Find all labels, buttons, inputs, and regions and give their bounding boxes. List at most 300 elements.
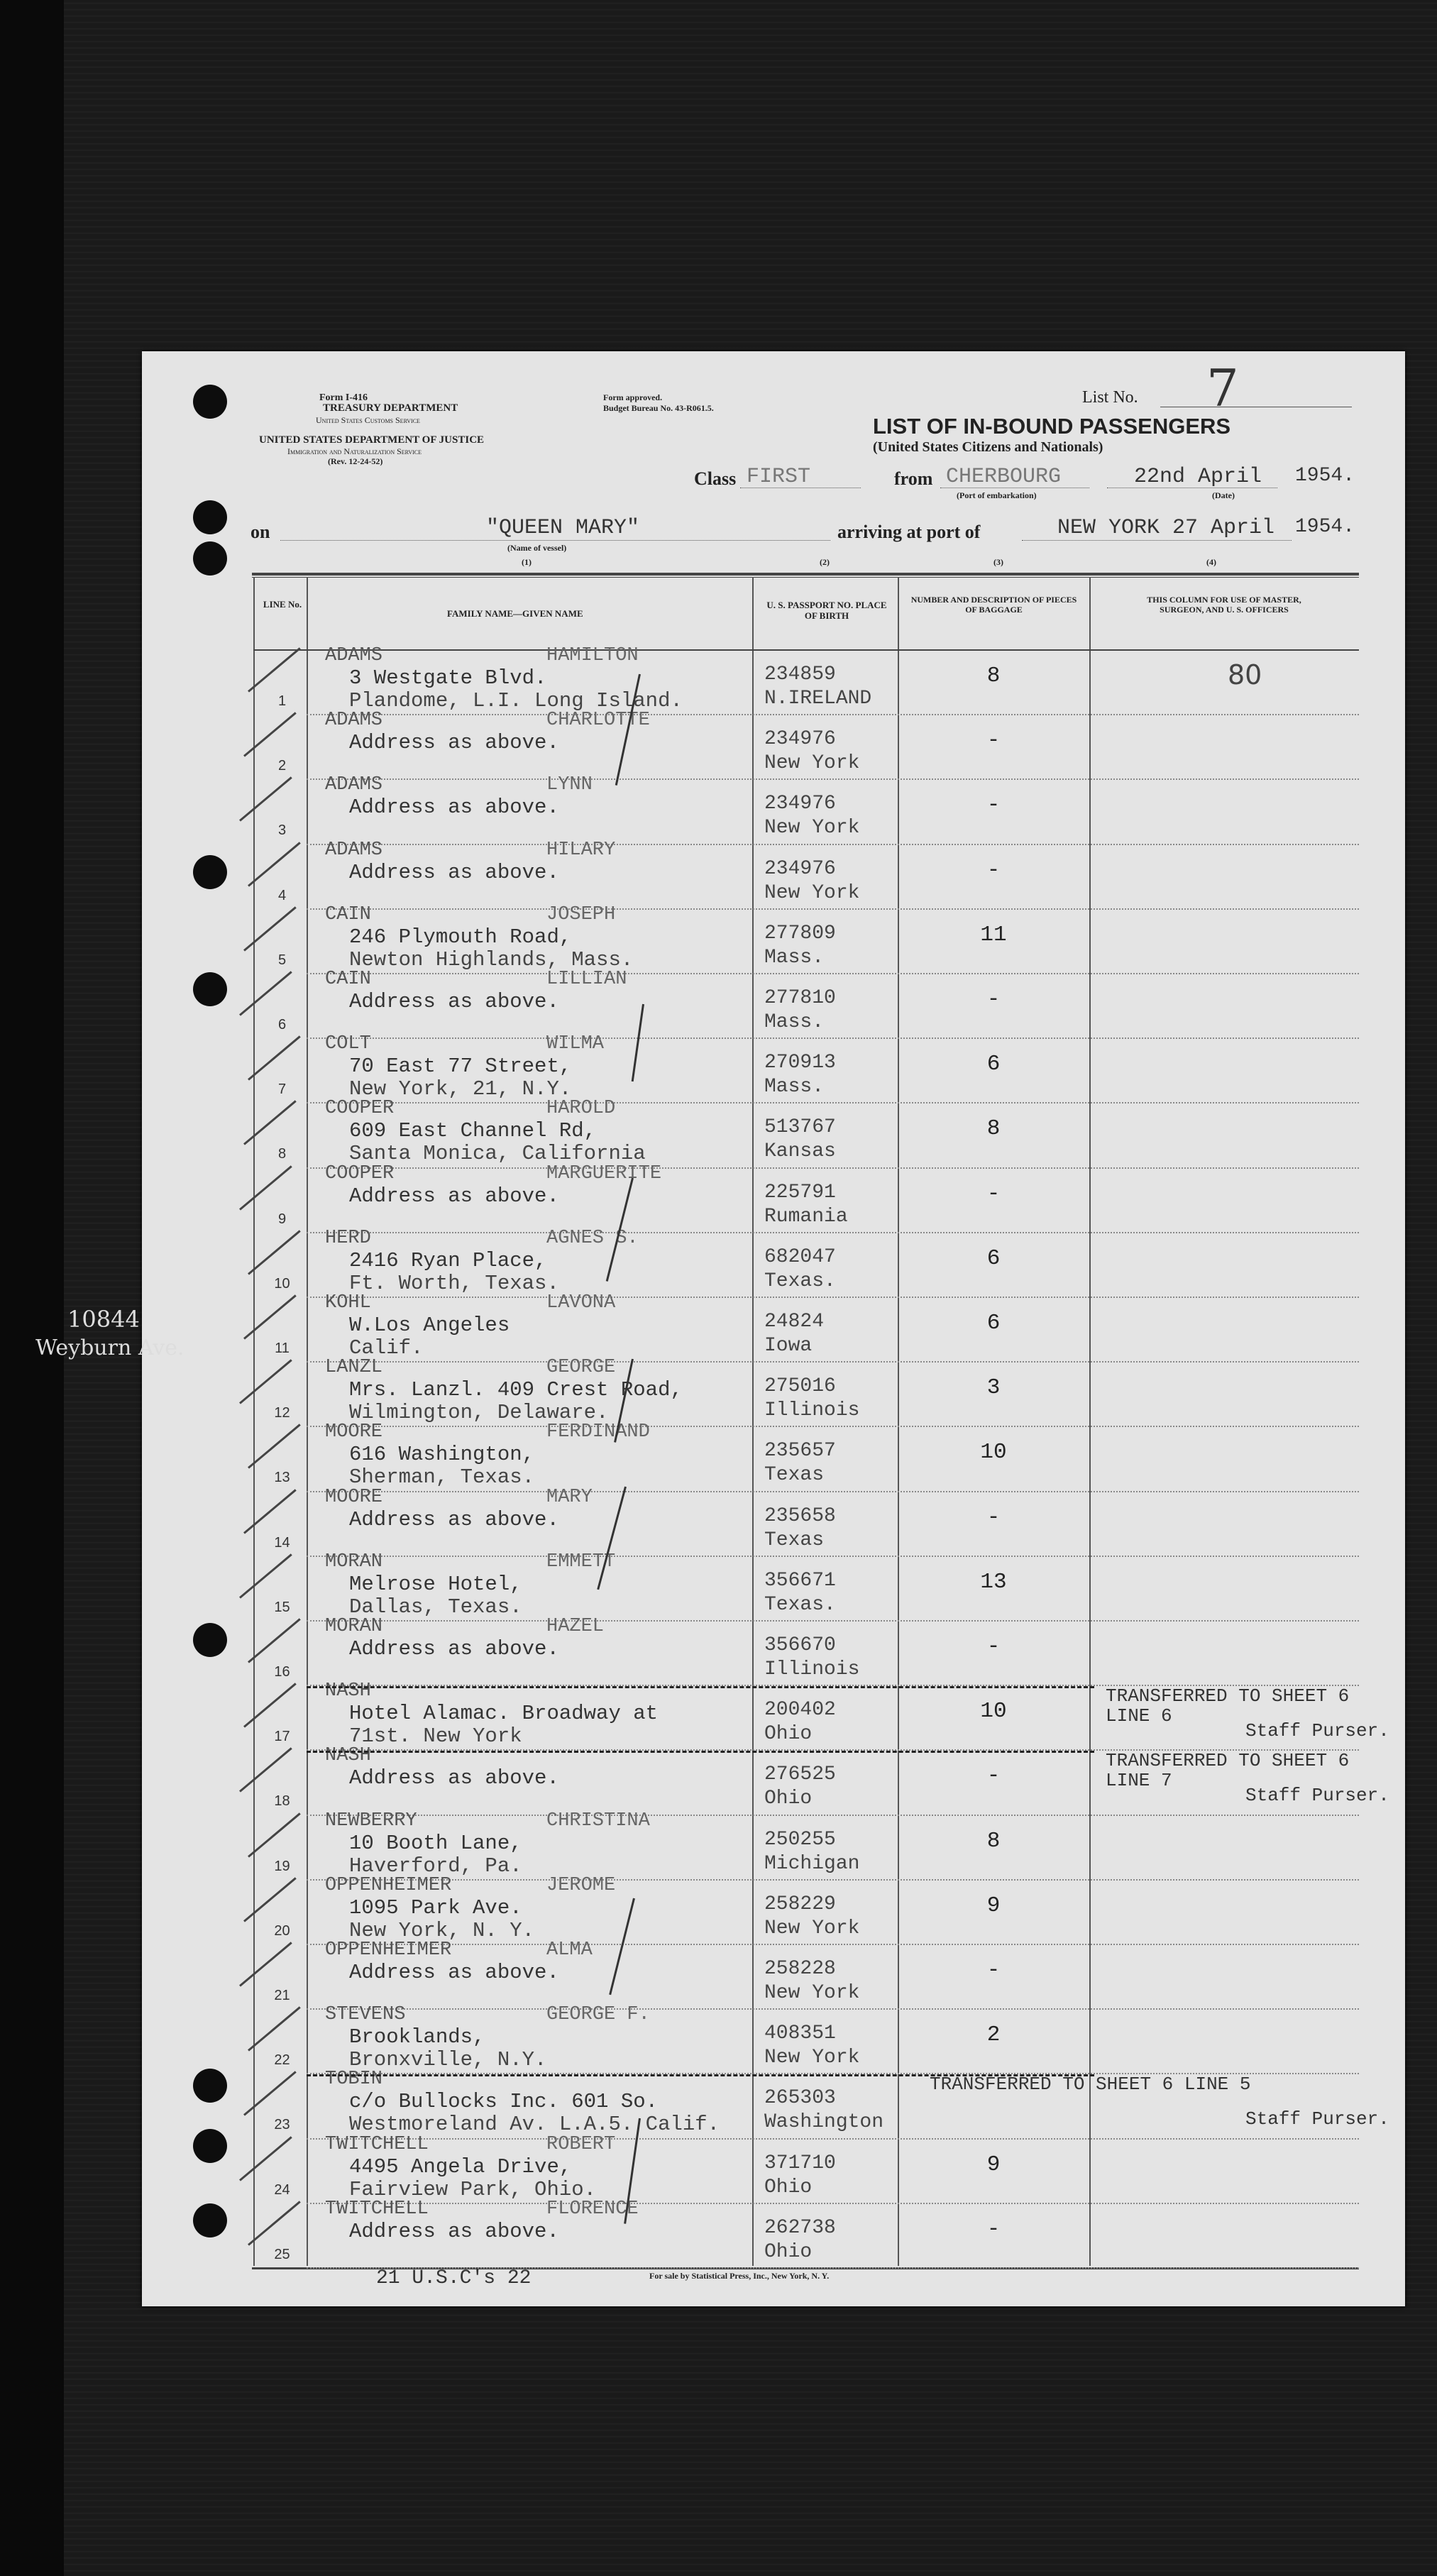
row-line-number: 24 — [274, 2181, 290, 2198]
header-passport: U. S. PASSPORT NO. PLACE OF BIRTH — [766, 600, 887, 621]
address-line-1: 1095 Park Ave. — [349, 1895, 522, 1920]
header-line-no: LINE No. — [263, 599, 302, 610]
check-mark — [239, 777, 292, 822]
passport-number: 235658 — [764, 1504, 836, 1527]
place-of-birth: Kansas — [764, 1140, 836, 1163]
side-note-street: Weyburn Ave. — [35, 1336, 185, 1360]
family-name: LANZL — [325, 1357, 383, 1379]
place-of-birth: Texas. — [764, 1593, 836, 1616]
passport-number: 275016 — [764, 1375, 836, 1398]
treasury-dept: TREASURY DEPARTMENT — [323, 402, 458, 414]
family-name: OPPENHEIMER — [325, 1939, 452, 1961]
row-separator — [307, 778, 1359, 780]
row-separator — [307, 1037, 1359, 1039]
family-name: ADAMS — [325, 774, 383, 796]
row-separator — [307, 1815, 1359, 1816]
passport-number: 371710 — [764, 2152, 836, 2174]
col-num-1: (1) — [522, 557, 532, 567]
check-mark — [239, 1165, 292, 1210]
address-line-1: Address as above. — [349, 796, 559, 820]
address-line-1: Address as above. — [349, 1507, 559, 1531]
row-line-number: 22 — [274, 2052, 290, 2069]
row-separator — [307, 1620, 1359, 1622]
row-separator — [307, 1426, 1359, 1427]
form-title: LIST OF IN-BOUND PASSENGERS — [873, 414, 1231, 439]
address-line-1: 4495 Angela Drive, — [349, 2154, 572, 2179]
year-1: 1954. — [1295, 465, 1355, 487]
header-bottom-rule — [253, 649, 1359, 651]
check-mark — [248, 2006, 301, 2051]
family-name: CAIN — [325, 903, 371, 925]
row-separator — [307, 1167, 1359, 1169]
place-of-birth: Mass. — [764, 946, 825, 969]
address-line-2: Ft. Worth, Texas. — [349, 1271, 559, 1295]
from-value: CHERBOURG — [946, 465, 1062, 489]
row-separator — [307, 1361, 1359, 1363]
address-line-1: Address as above. — [349, 860, 559, 884]
check-mark — [239, 1553, 292, 1598]
punch-hole — [193, 972, 227, 1006]
class-label: Class — [694, 468, 737, 489]
address-line-2: Wilmington, Delaware. — [349, 1401, 609, 1425]
given-name: EMMETT — [546, 1551, 616, 1573]
officer-remark: TRANSFERRED TO SHEET 6 LINE 7 — [1106, 1750, 1350, 1792]
address-line-2: Santa Monica, California — [349, 1142, 646, 1166]
given-name: ALMA — [546, 1939, 593, 1961]
row-line-number: 17 — [274, 1729, 290, 1745]
cancel-line — [307, 1686, 1094, 1688]
row-line-number: 8 — [277, 1146, 287, 1162]
row-line-number: 16 — [274, 1664, 290, 1680]
address-line-1: 609 East Channel Rd, — [349, 1119, 597, 1143]
given-name: HAROLD — [546, 1098, 616, 1120]
side-note-number: 10844 — [67, 1306, 140, 1333]
place-of-birth: Ohio — [764, 2240, 813, 2263]
family-name: CAIN — [325, 969, 371, 990]
place-of-birth: Washington — [764, 2111, 884, 2134]
baggage-count: 8 — [986, 664, 1001, 688]
address-line-1: W.Los Angeles — [349, 1314, 510, 1337]
address-line-2: Bronxville, N.Y. — [349, 2048, 547, 2072]
row-separator — [307, 1491, 1359, 1492]
passport-number: 277810 — [764, 987, 836, 1009]
place-of-birth: Ohio — [764, 1788, 813, 1810]
family-name: NEWBERRY — [325, 1810, 417, 1832]
baggage-count: 13 — [980, 1569, 1007, 1595]
justice-dept: UNITED STATES DEPARTMENT OF JUSTICE — [259, 434, 485, 446]
baggage-count: - — [986, 728, 1001, 754]
form-number: Form I-416 — [319, 392, 368, 403]
address-line-2: Newton Highlands, Mass. — [349, 947, 634, 971]
col-border-left — [253, 577, 255, 2266]
family-name: TOBIN — [325, 2069, 383, 2091]
given-name: WILMA — [546, 1033, 605, 1055]
family-name: COOPER — [325, 1098, 395, 1120]
given-name: FERDINAND — [546, 1421, 650, 1443]
address-line-1: Hotel Alamac. Broadway at — [349, 1702, 659, 1726]
baggage-count: 6 — [986, 1245, 1001, 1271]
given-name: LILLIAN — [546, 969, 627, 990]
check-mark — [248, 1812, 301, 1857]
address-line-2: Westmoreland Av. L.A.5. Calif. — [349, 2113, 720, 2137]
row-line-number: 1 — [277, 693, 287, 709]
form-subtitle: (United States Citizens and Nationals) — [873, 439, 1103, 455]
address-line-1: 10 Booth Lane, — [349, 1831, 522, 1855]
address-line-2: Fairview Park, Ohio. — [349, 2177, 597, 2201]
family-name: TWITCHELL — [325, 2198, 429, 2220]
pen-stroke — [597, 1487, 627, 1590]
list-no-value: 7 — [1206, 358, 1239, 418]
col-num-2: (2) — [820, 557, 830, 567]
given-name: CHRISTINA — [546, 1810, 650, 1832]
punch-hole — [193, 1623, 227, 1657]
col-num-3: (3) — [993, 557, 1003, 567]
address-line-2: New York, 21, N.Y. — [349, 1077, 572, 1101]
passport-number: 235657 — [764, 1440, 836, 1463]
pen-stroke — [632, 1004, 644, 1081]
baggage-count: - — [986, 1504, 1001, 1530]
place-of-birth: New York — [764, 881, 860, 904]
footer-publisher: For sale by Statistical Press, Inc., New York, N. Y. — [649, 2271, 830, 2281]
row-line-number: 12 — [274, 1405, 290, 1421]
form-approved: Form approved. — [603, 392, 663, 402]
col-border-name — [752, 577, 754, 2266]
passport-number: 24824 — [764, 1311, 825, 1333]
officer-remark: TRANSFERRED TO SHEET 6 LINE 5 — [930, 2074, 1251, 2096]
row-line-number: 5 — [277, 952, 287, 968]
given-name: LYNN — [546, 774, 593, 796]
place-of-birth: New York — [764, 2047, 860, 2069]
scan-left-edge — [0, 0, 64, 2576]
arriving-label: arriving at port of — [837, 522, 981, 542]
address-line-1: Address as above. — [349, 1766, 559, 1790]
address-line-1: Address as above. — [349, 1637, 559, 1661]
check-mark — [243, 1294, 297, 1339]
passport-number: 258229 — [764, 1893, 836, 1915]
row-separator — [307, 2267, 1359, 2269]
row-separator — [307, 1297, 1359, 1298]
row-separator — [307, 844, 1359, 845]
row-separator — [307, 1232, 1359, 1233]
col-border-baggage — [1089, 577, 1091, 2266]
family-name: OPPENHEIMER — [325, 1874, 452, 1896]
row-line-number: 11 — [275, 1341, 290, 1356]
staff-purser: Staff Purser. — [1245, 1720, 1389, 1742]
row-line-number: 9 — [277, 1211, 287, 1227]
family-name: ADAMS — [325, 645, 383, 666]
address-line-1: Address as above. — [349, 1184, 559, 1208]
baggage-count: 3 — [986, 1375, 1001, 1401]
row-line-number: 19 — [274, 1858, 290, 1874]
given-name: MARY — [546, 1486, 593, 1508]
place-of-birth: Ohio — [764, 1723, 813, 1746]
family-name: STEVENS — [325, 2004, 406, 2026]
place-of-birth: Rumania — [764, 1205, 848, 1228]
punch-hole — [193, 500, 227, 534]
check-mark — [239, 971, 292, 1015]
row-line-number: 25 — [274, 2246, 290, 2262]
address-line-1: Address as above. — [349, 990, 559, 1013]
address-line-1: Mrs. Lanzl. 409 Crest Road, — [349, 1378, 683, 1402]
punch-hole — [193, 541, 227, 576]
check-mark — [243, 2071, 297, 2116]
baggage-count: - — [986, 1181, 1001, 1206]
row-separator — [307, 2138, 1359, 2140]
baggage-count: 10 — [980, 1699, 1007, 1724]
passport-number: 356671 — [764, 1569, 836, 1592]
place-of-birth: Mass. — [764, 1011, 825, 1033]
row-line-number: 21 — [274, 1988, 290, 2003]
header-family-name: FAMILY NAME—GIVEN NAME — [447, 608, 583, 619]
officer-remark: 80 — [1228, 659, 1262, 690]
passport-number: 682047 — [764, 1245, 836, 1268]
row-line-number: 20 — [274, 1922, 290, 1939]
list-no-label: List No. — [1082, 388, 1138, 407]
passport-number: 250255 — [764, 1828, 836, 1851]
col-border-passport — [898, 577, 899, 2266]
passport-number: 277809 — [764, 922, 836, 945]
address-line-2: 71st. New York — [349, 1724, 522, 1749]
row-separator — [307, 2008, 1359, 2010]
address-line-2: Calif. — [349, 1336, 424, 1360]
check-mark — [248, 647, 301, 692]
table-top-rule-thin — [252, 577, 1359, 578]
row-separator — [307, 1102, 1359, 1103]
place-of-birth: Illinois — [764, 1399, 860, 1422]
family-name: NASH — [325, 1680, 371, 1702]
check-mark — [243, 1489, 297, 1534]
given-name: ROBERT — [546, 2133, 616, 2155]
arrival-value: NEW YORK 27 April — [1057, 516, 1275, 540]
place-of-birth: Iowa — [764, 1335, 813, 1357]
footer-count: 21 U.S.C's 22 — [376, 2267, 532, 2289]
punch-hole — [193, 385, 227, 419]
row-line-number: 23 — [274, 2117, 290, 2133]
check-mark — [243, 1877, 297, 1922]
address-line-1: 246 Plymouth Road, — [349, 925, 572, 949]
passport-number: 276525 — [764, 1763, 836, 1786]
arrival-line — [1022, 540, 1292, 541]
row-line-number: 4 — [277, 887, 287, 903]
row-separator — [307, 1944, 1359, 1945]
punch-hole — [193, 855, 227, 889]
family-name: MORAN — [325, 1551, 383, 1573]
family-name: MOORE — [325, 1486, 383, 1508]
given-name: GEORGE F. — [546, 2004, 650, 2026]
family-name: COOPER — [325, 1162, 395, 1184]
row-separator — [307, 2203, 1359, 2204]
punch-hole — [193, 2203, 227, 2238]
place-of-birth: Texas — [764, 1464, 825, 1487]
row-line-number: 7 — [277, 1081, 287, 1098]
place-of-birth: New York — [764, 1917, 860, 1939]
baggage-count: 9 — [986, 2152, 1001, 2177]
address-line-2: New York, N. Y. — [349, 1918, 535, 1942]
place-of-birth: New York — [764, 752, 860, 775]
baggage-count: - — [986, 987, 1001, 1012]
passport-number: 270913 — [764, 1052, 836, 1074]
date-caption: (Date) — [1212, 490, 1235, 500]
baggage-count: 10 — [980, 1440, 1007, 1465]
passport-number: 356670 — [764, 1634, 836, 1656]
check-mark — [243, 712, 297, 756]
from-label: from — [894, 468, 933, 489]
family-name: ADAMS — [325, 839, 383, 861]
baggage-count: - — [986, 1634, 1001, 1659]
baggage-count: - — [986, 2216, 1001, 2242]
row-line-number: 13 — [274, 1470, 290, 1486]
row-separator — [307, 1879, 1359, 1881]
year-2: 1954. — [1295, 516, 1355, 538]
passport-number: 234976 — [764, 793, 836, 815]
row-separator — [307, 973, 1359, 974]
cancel-line — [307, 1751, 1094, 1753]
check-mark — [248, 1035, 301, 1080]
place-of-birth: New York — [764, 1982, 860, 2004]
baggage-count: - — [986, 793, 1001, 818]
row-line-number: 3 — [277, 822, 287, 839]
row-line-number: 6 — [277, 1017, 287, 1033]
passport-number: 408351 — [764, 2022, 836, 2045]
address-line-2: Plandome, L.I. Long Island. — [349, 689, 683, 712]
check-mark — [239, 1359, 292, 1404]
customs-service: United States Customs Service — [316, 415, 420, 425]
given-name: HAMILTON — [546, 645, 639, 666]
date-value: 22nd April — [1134, 465, 1262, 489]
address-line-1: c/o Bullocks Inc. 601 So. — [349, 2090, 659, 2114]
vessel-name: "QUEEN MARY" — [486, 516, 640, 540]
revision: (Rev. 12-24-52) — [328, 456, 383, 466]
pen-stroke — [609, 1898, 635, 1996]
row-separator — [307, 908, 1359, 910]
row-separator — [307, 1556, 1359, 1557]
address-line-1: 3 Westgate Blvd. — [349, 666, 547, 690]
row-line-number: 18 — [274, 1793, 290, 1810]
place-of-birth: Illinois — [764, 1658, 860, 1680]
header-baggage: NUMBER AND DESCRIPTION OF PIECES OF BAGGAGE — [910, 595, 1077, 615]
cancel-line — [307, 2074, 1094, 2076]
vessel-line — [280, 540, 830, 541]
family-name: HERD — [325, 1227, 371, 1249]
port-embark-caption: (Port of embarkation) — [957, 490, 1037, 500]
passport-number: 200402 — [764, 1699, 836, 1722]
col-num-4: (4) — [1206, 557, 1216, 567]
check-mark — [239, 1748, 292, 1793]
address-line-1: 616 Washington, — [349, 1443, 535, 1467]
address-line-1: Address as above. — [349, 2219, 559, 2243]
family-name: ADAMS — [325, 710, 383, 732]
given-name: FLORENCE — [546, 2198, 639, 2220]
header-officers: THIS COLUMN FOR USE OF MASTER, SURGEON, AND U. S. OFFICERS — [1147, 595, 1301, 615]
passport-number: 258228 — [764, 1958, 836, 1980]
col-border-lineno — [307, 577, 308, 2266]
address-line-1: Melrose Hotel, — [349, 1572, 522, 1596]
address-line-1: Brooklands, — [349, 2025, 485, 2049]
budget-bureau: Budget Bureau No. 43-R061.5. — [603, 403, 714, 413]
place-of-birth: New York — [764, 817, 860, 840]
baggage-count: 8 — [986, 1828, 1001, 1854]
punch-hole — [193, 2129, 227, 2163]
row-line-number: 10 — [274, 1275, 290, 1292]
staff-purser: Staff Purser. — [1245, 1785, 1389, 1807]
row-line-number: 2 — [277, 758, 287, 774]
check-mark — [243, 906, 297, 951]
punch-hole — [193, 2069, 227, 2103]
passport-number: 262738 — [764, 2216, 836, 2239]
check-mark — [243, 1683, 297, 1727]
baggage-count: 11 — [980, 922, 1007, 947]
address-line-1: Address as above. — [349, 731, 559, 755]
passport-number: 265303 — [764, 2087, 836, 2110]
place-of-birth: Texas. — [764, 1270, 836, 1292]
address-line-2: Haverford, Pa. — [349, 1854, 522, 1878]
address-line-1: 70 East 77 Street, — [349, 1055, 572, 1079]
staff-purser: Staff Purser. — [1245, 2108, 1389, 2130]
address-line-1: Address as above. — [349, 1961, 559, 1984]
check-mark — [239, 1942, 292, 1986]
given-name: AGNES S. — [546, 1227, 639, 1249]
address-line-2: Dallas, Texas. — [349, 1595, 522, 1619]
ins-service: Immigration and Naturalization Service — [287, 446, 422, 456]
family-name: MOORE — [325, 1421, 383, 1443]
family-name: COLT — [325, 1033, 371, 1055]
given-name: JOSEPH — [546, 903, 616, 925]
given-name: CHARLOTTE — [546, 710, 650, 732]
class-value: FIRST — [747, 465, 811, 489]
passport-number: 234976 — [764, 728, 836, 751]
check-mark — [248, 1424, 301, 1469]
given-name: HILARY — [546, 839, 616, 861]
check-mark — [239, 2136, 292, 2181]
row-line-number: 15 — [274, 1599, 290, 1615]
table-top-rule — [252, 573, 1359, 576]
place-of-birth: Mass. — [764, 1076, 825, 1099]
baggage-count: 8 — [986, 1116, 1001, 1142]
baggage-count: 6 — [986, 1311, 1001, 1336]
address-line-2: Sherman, Texas. — [349, 1465, 535, 1490]
vessel-caption: (Name of vessel) — [507, 543, 567, 553]
given-name: MARGUERITE — [546, 1162, 662, 1184]
place-of-birth: Texas — [764, 1529, 825, 1551]
given-name: LAVONA — [546, 1292, 616, 1314]
baggage-count: 9 — [986, 1893, 1001, 1918]
passport-number: 234859 — [764, 664, 836, 686]
row-separator — [307, 714, 1359, 715]
officer-remark: TRANSFERRED TO SHEET 6 LINE 6 — [1106, 1685, 1350, 1727]
check-mark — [248, 2201, 301, 2245]
on-label: on — [250, 522, 270, 542]
family-name: MORAN — [325, 1616, 383, 1637]
check-mark — [243, 1101, 297, 1145]
place-of-birth: Michigan — [764, 1852, 860, 1875]
family-name: KOHL — [325, 1292, 371, 1314]
given-name: JEROME — [546, 1874, 616, 1896]
given-name: GEORGE — [546, 1357, 616, 1379]
address-line-1: 2416 Ryan Place, — [349, 1248, 547, 1272]
check-mark — [248, 1230, 301, 1275]
family-name: NASH — [325, 1745, 371, 1767]
baggage-count: - — [986, 1763, 1001, 1789]
check-mark — [248, 1618, 301, 1663]
baggage-count: - — [986, 857, 1001, 883]
manifest-page — [35, 351, 1405, 2306]
check-mark — [248, 842, 301, 886]
baggage-count: - — [986, 1958, 1001, 1983]
row-line-number: 14 — [274, 1534, 290, 1551]
passport-number: 234976 — [764, 857, 836, 880]
place-of-birth: N.IRELAND — [764, 688, 872, 710]
family-name: TWITCHELL — [325, 2133, 429, 2155]
